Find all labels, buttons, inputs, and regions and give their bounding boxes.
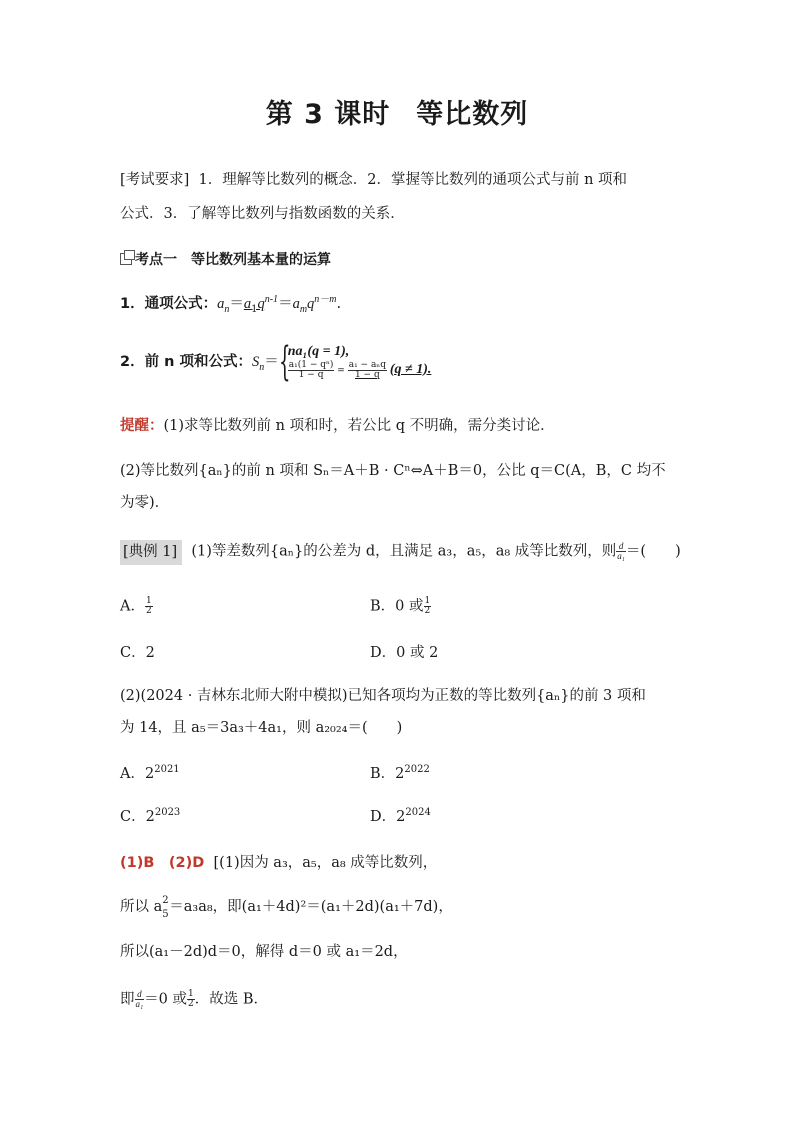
option-2d <box>370 807 431 825</box>
answer-line4-mid: ＝0 或 <box>144 991 187 1008</box>
option-1b-den: 2 <box>424 606 431 616</box>
option-2d-exp: 2024 <box>405 807 431 819</box>
q1-fraction <box>616 542 626 561</box>
answer-line2-rest: ＝a₃a₈，即(a₁＋4d)²＝(a₁＋2d)(a₁＋7d)， <box>169 899 453 915</box>
formula2-sub-n: n <box>259 361 265 373</box>
answer-key: (1)B (2)D <box>120 855 205 871</box>
option-1b <box>370 597 431 616</box>
formula1-am: a <box>292 296 300 312</box>
option-1c-text: 2 <box>145 645 155 661</box>
formula1-exp1: n-1 <box>264 294 279 306</box>
title-topic: 等比数列 <box>416 99 529 130</box>
reminder-line-1 <box>120 419 555 434</box>
formula2-frac2 <box>348 361 387 380</box>
formula2-frac1-den: 1 − q <box>298 369 324 380</box>
option-2b-base: 2 <box>395 766 405 782</box>
title-lesson: 第 3 课时 <box>265 99 391 130</box>
answer-line4-tail: ．故选 B． <box>194 991 268 1008</box>
formula1-eq1: ＝ <box>229 296 244 312</box>
answer-line2-pre: 所以 a <box>120 899 163 915</box>
requirement-line-2: 公式．3．了解等比数列与指数函数的关系． <box>120 206 405 222</box>
formula2-S: S <box>252 353 260 370</box>
option-1a-den: 2 <box>145 606 152 616</box>
answer-line-3: 所以(a₁－2d)d＝0，解得 d＝0 或 a₁＝2d， <box>120 944 408 960</box>
reminder-line-2: (2)等比数列{aₙ}的前 n 项和 Sₙ＝A＋B · Cⁿ⇔A＋B＝0，公比 q＝C(A，B，C 均不 <box>120 463 666 479</box>
option-1d-label: D． <box>370 645 397 661</box>
answer-text-1: [(1)因为 a₃，a₅，a₈ 成等比数列， <box>213 855 438 871</box>
formula1-eq2: ＝ <box>278 296 293 312</box>
option-1b-text: 0 或 <box>395 598 424 615</box>
answer-line-4 <box>120 990 268 1009</box>
option-2a-label: A． <box>120 766 145 782</box>
reminder-text-1: (1)求等比数列前 n 项和时，若公比 q 不明确，需分类讨论． <box>163 418 555 434</box>
formula-sum <box>120 339 432 385</box>
reminder-label: 提醒： <box>120 418 164 434</box>
answer-line4-frac2-num: 1 <box>187 989 194 999</box>
formula2-cases <box>288 345 432 380</box>
formula2-frac2-num: a₁ − aₙq <box>348 359 386 370</box>
formula2-frac1-num: a₁(1 − qⁿ) <box>288 359 334 370</box>
requirement-tag: [考试要求] <box>120 172 190 188</box>
answer-line4-pre: 即 <box>120 991 135 1008</box>
option-2d-label: D． <box>370 809 397 825</box>
option-1b-num: 1 <box>424 596 431 606</box>
option-1b-label: B． <box>370 598 396 615</box>
example-badge: [典例 1] <box>120 540 182 565</box>
reminder-line-3: 为零)． <box>120 495 170 511</box>
option-1a <box>120 597 153 616</box>
formula2-label: 2．前 n 项和公式： <box>120 353 253 370</box>
answer-line4-frac <box>135 990 145 1009</box>
formula1-lhs: a <box>217 296 225 312</box>
q1-tail: ＝( ) <box>625 543 681 560</box>
formula2-brace: { <box>278 339 291 385</box>
page-title <box>0 101 794 128</box>
option-1c-label: C． <box>120 645 146 661</box>
option-2c-label: C． <box>120 809 146 825</box>
example-question-1 <box>120 542 681 561</box>
section-heading <box>120 253 331 267</box>
requirement-text-1: 1．理解等比数列的概念．2．掌握等比数列的通项公式与前 n 项和 <box>198 172 628 188</box>
formula2-case1: na₁(q = 1), <box>287 343 350 359</box>
option-1b-frac <box>424 597 432 616</box>
formula1-sub1: 1 <box>251 303 258 315</box>
formula1-a1: a <box>243 296 252 312</box>
q1-frac-num: d <box>616 542 626 552</box>
option-1a-frac <box>145 597 153 616</box>
formula-general-term <box>120 294 342 315</box>
q1-text: (1)等差数列{aₙ}的公差为 d，且满足 a₃，a₅，a₈ 成等比数列，则 <box>191 543 617 560</box>
formula2-case2-eq: = <box>337 365 345 376</box>
option-2b-label: B． <box>370 766 396 782</box>
option-2a-exp: 2021 <box>154 764 180 776</box>
formula1-sub-m: m <box>299 303 308 315</box>
answer-line-2: 所以 a 2 5 ＝a₃a₈，即(a₁＋4d)²＝(a₁＋2d)(a₁＋7d)， <box>120 895 453 920</box>
formula1-q2: q <box>307 296 315 312</box>
formula1-label: 1．通项公式： <box>120 296 218 312</box>
q1-frac-den: a₁ <box>617 551 625 561</box>
formula1-exp2: n－m <box>314 294 337 306</box>
option-2c-base: 2 <box>145 809 155 825</box>
answer-line4-frac2-den: 2 <box>187 999 194 1009</box>
requirement-line-1 <box>120 173 627 188</box>
option-1c <box>120 646 155 661</box>
q2-line-2: 为 14，且 a₅＝3a₃＋4a₁，则 a₂₀₂₄＝( ) <box>120 720 403 736</box>
option-1d-text: 0 或 2 <box>396 645 439 661</box>
option-2b <box>370 764 430 782</box>
formula1-end: . <box>336 296 342 312</box>
option-1a-num: 1 <box>145 596 152 606</box>
formula2-eq: ＝ <box>264 353 279 370</box>
formula2-frac1 <box>288 361 335 380</box>
option-1d <box>370 646 438 661</box>
answer-line4-frac2 <box>187 990 195 1009</box>
option-2b-exp: 2022 <box>404 764 430 776</box>
option-2c <box>120 807 181 825</box>
option-2a <box>120 764 180 782</box>
formula2-frac2-den: 1 − q <box>354 369 380 380</box>
key-point-icon <box>120 253 132 265</box>
option-2c-exp: 2023 <box>154 807 181 819</box>
option-1a-label: A． <box>120 598 145 615</box>
answer-line4-frac-num: d <box>135 990 145 1000</box>
option-2a-base: 2 <box>144 766 155 782</box>
formula2-case2-cond: (q ≠ 1). <box>389 361 432 377</box>
q2-line-1: (2)(2024 · 吉林东北师大附中模拟)已知各项均为正数的等比数列{aₙ}的前 3 项和 <box>120 688 646 704</box>
formula1-sub-n: n <box>224 303 230 315</box>
formula1-q: q <box>257 296 265 312</box>
answer-line-1 <box>120 856 437 871</box>
section-label: 考点一 等比数列基本量的运算 <box>135 252 331 268</box>
option-2d-base: 2 <box>396 809 406 825</box>
answer-line4-frac-den: a₁ <box>135 999 144 1009</box>
